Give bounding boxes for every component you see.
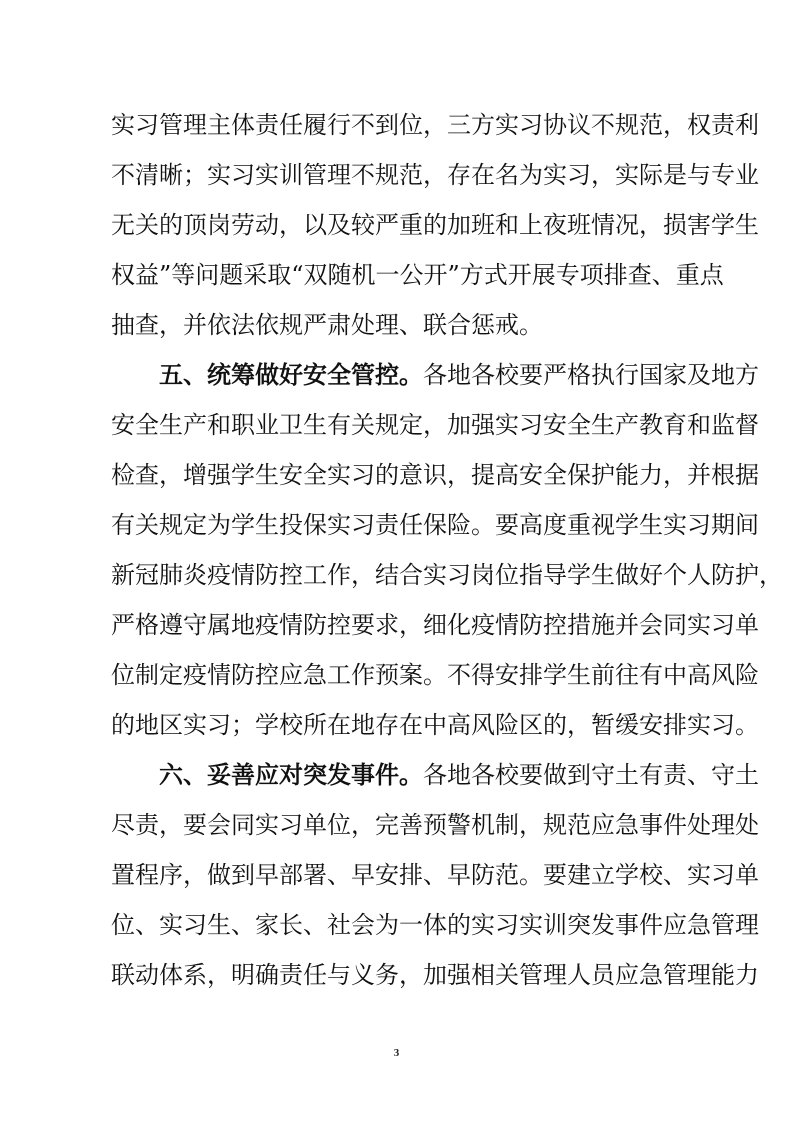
paragraph-line: 抽查，并依法依规严肃处理、联合惩戒。 <box>111 311 543 339</box>
paragraph-line: 位、实习生、家长、社会为一体的实习实训突发事件应急管理 <box>111 911 759 939</box>
section-5-heading: 五、统筹做好安全管控。 <box>159 360 423 389</box>
paragraph-line: 的地区实习；学校所在地存在中高风险区的，暂缓安排实习。 <box>111 711 759 739</box>
paragraph-line: 尽责，要会同实习单位，完善预警机制，规范应急事件处理处 <box>111 811 759 839</box>
paragraph-line: 有关规定为学生投保实习责任保险。要高度重视学生实习期间 <box>111 511 759 539</box>
paragraph-line: 联动体系，明确责任与义务，加强相关管理人员应急管理能力 <box>111 961 759 989</box>
page-number: 3 <box>393 1047 400 1059</box>
paragraph-line: 检查，增强学生安全实习的意识，提高安全保护能力，并根据 <box>111 461 759 489</box>
paragraph-line: 严格遵守属地疫情防控要求，细化疫情防控措施并会同实习单 <box>111 611 759 639</box>
section-6-heading: 六、妥善应对突发事件。 <box>159 760 423 789</box>
section-6-first-line <box>159 760 759 789</box>
paragraph-line: 无关的顶岗劳动，以及较严重的加班和上夜班情况，损害学生 <box>111 211 759 239</box>
paragraph-line: 新冠肺炎疫情防控工作，结合实习岗位指导学生做好个人防护， <box>111 561 783 589</box>
section-5-text: 各地各校要严格执行国家及地方 <box>423 361 759 389</box>
paragraph-line: 权益”等问题采取“双随机一公开”方式开展专项排查、重点 <box>111 261 724 289</box>
paragraph-line: 安全生产和职业卫生有关规定，加强实习安全生产教育和监督 <box>111 411 759 439</box>
paragraph-line: 置程序，做到早部署、早安排、早防范。要建立学校、实习单 <box>111 861 759 889</box>
section-5-first-line <box>159 360 759 389</box>
paragraph-line: 位制定疫情防控应急工作预案。不得安排学生前往有中高风险 <box>111 661 759 689</box>
paragraph-line: 不清晰；实习实训管理不规范，存在名为实习，实际是与专业 <box>111 161 759 189</box>
section-6-text: 各地各校要做到守土有责、守土 <box>423 761 759 789</box>
paragraph-line: 实习管理主体责任履行不到位，三方实习协议不规范，权责利 <box>111 111 759 139</box>
